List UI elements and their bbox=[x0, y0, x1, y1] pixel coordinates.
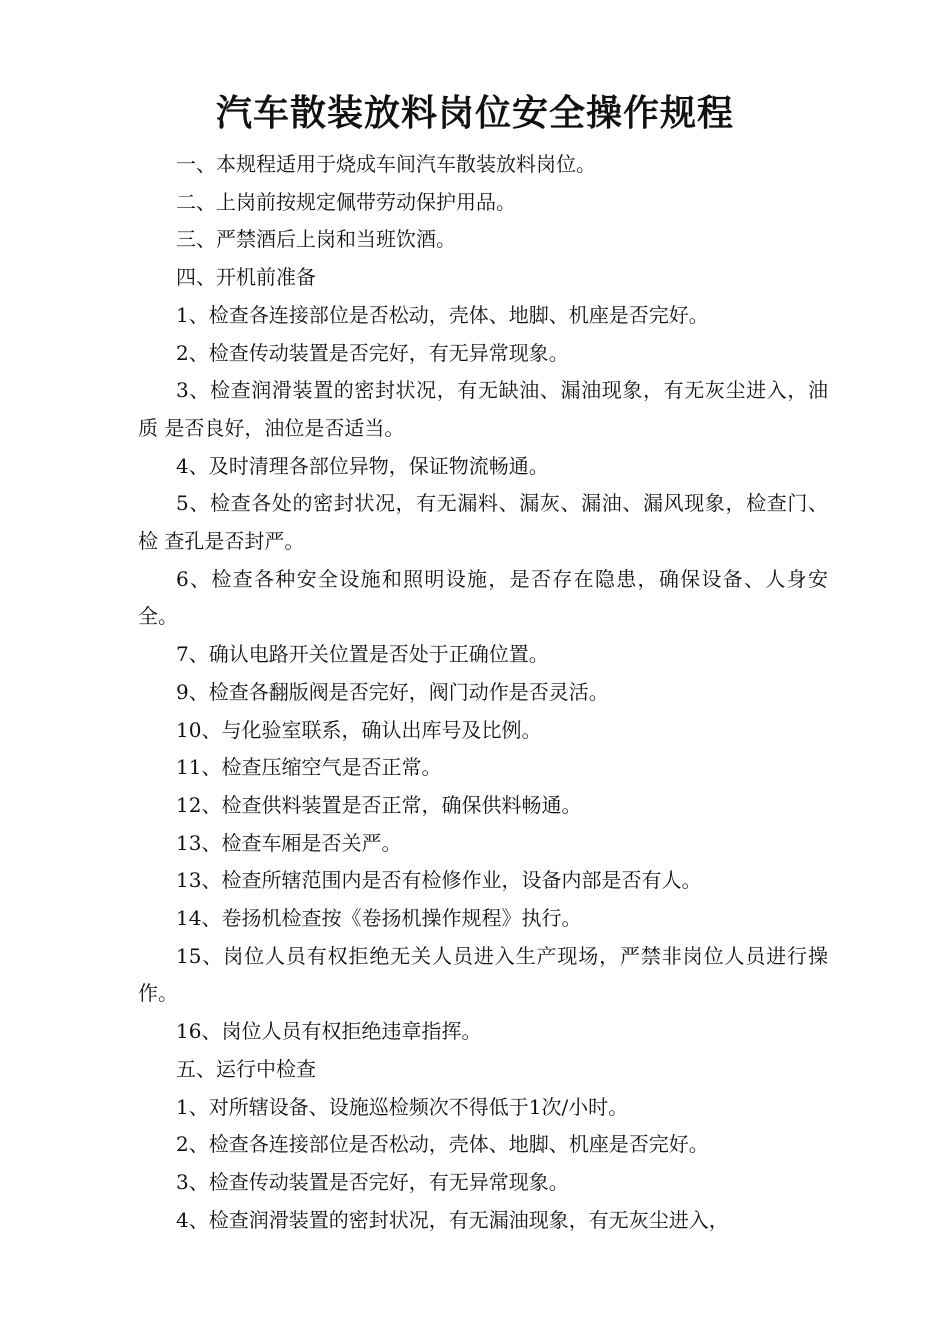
paragraph: 7、确认电路开关位置是否处于正确位置。 bbox=[176, 642, 549, 667]
paragraph: 3、检查传动装置是否完好，有无异常现象。 bbox=[176, 1169, 569, 1194]
section-heading: 四、开机前准备 bbox=[176, 265, 316, 290]
paragraph: 一、本规程适用于烧成车间汽车散装放料岗位。 bbox=[176, 152, 596, 176]
paragraph: 12、检查供料装置是否正常，确保供料畅通。 bbox=[176, 792, 582, 817]
paragraph: 14、卷扬机检查按《卷扬机操作规程》执行。 bbox=[176, 906, 582, 931]
paragraph: 13、检查车厢是否关严。 bbox=[176, 830, 402, 855]
paragraph: 9、检查各翻版阀是否完好，阀门动作是否灵活。 bbox=[176, 679, 609, 704]
document-title: 汽车散装放料岗位安全操作规程 bbox=[215, 92, 734, 134]
paragraph: 5、检查各处的密封状况，有无漏料、漏灰、漏油、漏风现象，检查门、检 查孔是否封严。 bbox=[138, 491, 828, 554]
paragraph: 16、岗位人员有权拒绝违章指挥。 bbox=[176, 1019, 482, 1044]
paragraph: 2、检查传动装置是否完好，有无异常现象。 bbox=[176, 340, 569, 365]
paragraph: 4、及时清理各部位异物，保证物流畅通。 bbox=[176, 453, 549, 478]
paragraph: 15、岗位人员有权拒绝无关人员进入生产现场，严禁非岗位人员进行操作。 bbox=[138, 943, 828, 1006]
paragraph: 10、与化验室联系，确认出库号及比例。 bbox=[176, 717, 542, 742]
paragraph: 13、检查所辖范围内是否有检修作业，设备内部是否有人。 bbox=[176, 868, 702, 893]
document-body bbox=[138, 146, 828, 1239]
paragraph: 三、严禁酒后上岗和当班饮酒。 bbox=[176, 227, 456, 252]
paragraph: 11、检查压缩空气是否正常。 bbox=[176, 755, 442, 780]
paragraph: 二、上岗前按规定佩带劳动保护用品。 bbox=[176, 189, 516, 214]
paragraph: 4、检查润滑装置的密封状况，有无漏油现象，有无灰尘进入， bbox=[176, 1207, 729, 1232]
section-heading: 五、运行中检查 bbox=[176, 1056, 316, 1081]
paragraph: 1、检查各连接部位是否松动，壳体、地脚、机座是否完好。 bbox=[176, 302, 709, 327]
paragraph: 6、检查各种安全设施和照明设施，是否存在隐患，确保设备、人身安全。 bbox=[138, 566, 828, 629]
paragraph: 3、检查润滑装置的密封状况，有无缺油、漏油现象，有无灰尘进入，油质 是否良好，油位是否适当。 bbox=[138, 378, 828, 440]
paragraph: 2、检查各连接部位是否松动，壳体、地脚、机座是否完好。 bbox=[176, 1132, 709, 1157]
paragraph: 1、对所辖设备、设施巡检频次不得低于1次/小时。 bbox=[176, 1094, 629, 1119]
